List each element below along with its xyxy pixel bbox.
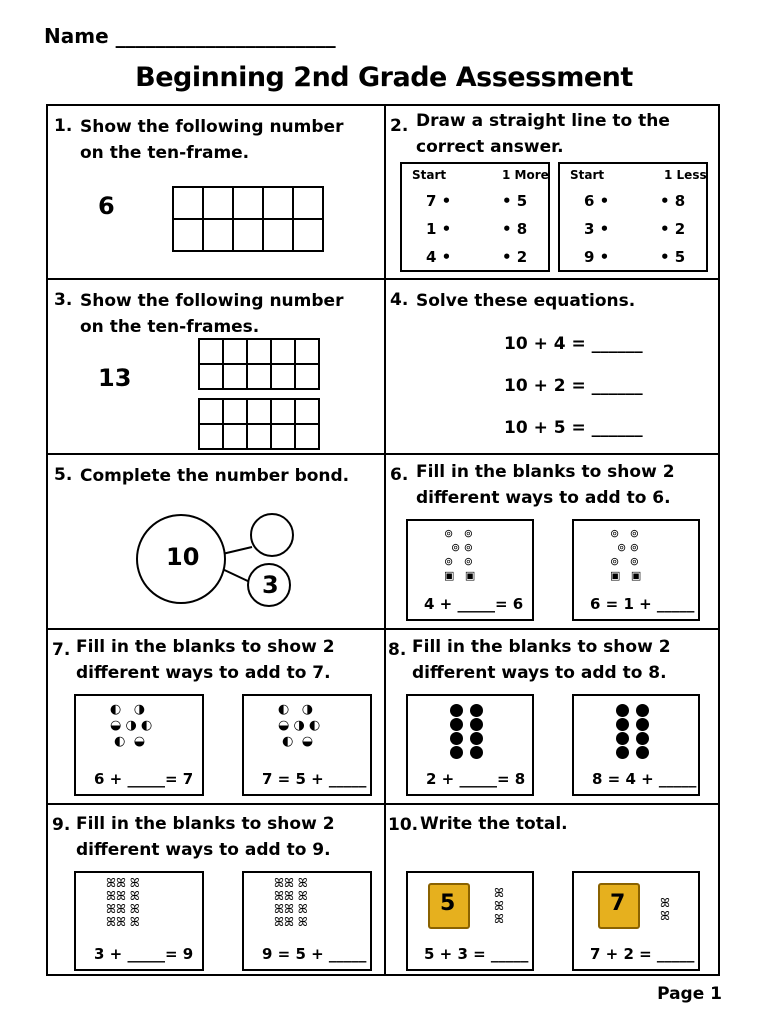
question-number: 1. [54, 116, 73, 136]
bears-icon: ꕤ ꕤ ꕤ [494, 886, 504, 926]
start-value[interactable]: 9 • [584, 248, 610, 266]
equation[interactable]: 10 + 2 = ______ [504, 376, 643, 396]
answer-value[interactable]: • 5 [502, 192, 528, 210]
one-less-table [558, 162, 708, 272]
question-text: Fill in the blanks to show 2 different ways to add to 7. [76, 637, 335, 683]
equation[interactable]: 8 = 4 + _____ [592, 770, 697, 788]
answer-value[interactable]: • 8 [660, 192, 686, 210]
equation[interactable]: 7 = 5 + _____ [262, 770, 367, 788]
question-7 [48, 630, 384, 803]
picture-box [406, 871, 534, 971]
answer-value[interactable]: • 2 [660, 220, 686, 238]
picture-box [406, 519, 534, 621]
answer-value[interactable]: • 2 [502, 248, 528, 266]
picture-box [74, 871, 204, 971]
equation[interactable]: 4 + _____= 6 [424, 595, 524, 613]
start-value[interactable]: 1 • [426, 220, 452, 238]
blank-part-circle [251, 514, 293, 556]
column-header: 1 More [502, 168, 549, 182]
page-title: Beginning 2nd Grade Assessment [135, 62, 633, 93]
picture-box [406, 694, 534, 796]
target-number: 13 [98, 364, 132, 392]
counters-icon: ⊚ ⊚ ⊚ ⊚ ⊚ ⊚ ▣ ▣ [610, 527, 642, 582]
question-10 [386, 805, 720, 976]
ten-frame[interactable] [172, 186, 324, 252]
equation[interactable]: 5 + 3 = _____ [424, 945, 529, 963]
bears-icon: ꕤꕤ ꕤ ꕤꕤ ꕤ ꕤꕤ ꕤ ꕤꕤ ꕤ [106, 876, 140, 929]
equation[interactable]: 6 = 1 + _____ [590, 595, 695, 613]
start-value[interactable]: 4 • [426, 248, 452, 266]
question-number: 6. [390, 465, 409, 485]
question-number: 7. [52, 640, 71, 660]
seeds-icon: ◐ ◑ ◒ ◑ ◐ ◐ ◒ [278, 702, 321, 749]
equation[interactable]: 10 + 4 = ______ [504, 334, 643, 354]
column-header: Start [412, 168, 447, 182]
picture-box [74, 694, 204, 796]
question-text: Fill in the blanks to show 2 different ways to add to 6. [416, 462, 675, 508]
assessment-grid [46, 104, 720, 976]
question-3 [48, 280, 384, 453]
picture-box [572, 519, 700, 621]
question-6 [386, 455, 720, 628]
question-text: Complete the number bond. [80, 466, 350, 486]
equation[interactable]: 9 = 5 + _____ [262, 945, 367, 963]
question-text: Show the following number on the ten-frame. [80, 117, 344, 163]
question-text: Fill in the blanks to show 2 different ways to add to 9. [76, 814, 335, 860]
question-5 [48, 455, 384, 628]
question-number: 2. [390, 116, 409, 136]
question-text: Solve these equations. [416, 291, 636, 311]
page-number: Page 1 [657, 984, 722, 1004]
picture-box [242, 694, 372, 796]
question-number: 3. [54, 290, 73, 310]
start-value[interactable]: 6 • [584, 192, 610, 210]
question-number: 8. [388, 640, 407, 660]
equation[interactable]: 2 + _____= 8 [426, 770, 526, 788]
question-number: 4. [390, 290, 409, 310]
one-more-table [400, 162, 550, 272]
picture-box [572, 871, 700, 971]
ten-frame[interactable] [198, 338, 320, 390]
picture-box [242, 871, 372, 971]
bag-icon [598, 883, 640, 929]
bag-number: 7 [610, 891, 626, 916]
equation[interactable]: 3 + _____= 9 [94, 945, 194, 963]
bag-icon [428, 883, 470, 929]
start-value[interactable]: 3 • [584, 220, 610, 238]
column-header: Start [570, 168, 605, 182]
question-number: 10. [388, 815, 419, 835]
question-text: Draw a straight line to the correct answer. [416, 111, 670, 157]
equation[interactable]: 10 + 5 = ______ [504, 418, 643, 438]
ten-frame[interactable] [198, 398, 320, 450]
bears-icon: ꕤꕤ ꕤ ꕤꕤ ꕤ ꕤꕤ ꕤ ꕤꕤ ꕤ [274, 876, 308, 929]
question-number: 5. [54, 465, 73, 485]
number-bond-diagram [128, 501, 308, 621]
equation[interactable]: 7 + 2 = _____ [590, 945, 695, 963]
answer-value[interactable]: • 8 [502, 220, 528, 238]
bears-icon: ꕤ ꕤ [660, 896, 670, 923]
question-text: Show the following number on the ten-frames. [80, 291, 344, 337]
answer-value[interactable]: • 5 [660, 248, 686, 266]
column-header: 1 Less [664, 168, 707, 182]
start-value[interactable]: 7 • [426, 192, 452, 210]
whole-value: 10 [166, 543, 200, 571]
question-1 [48, 106, 384, 278]
question-2 [386, 106, 720, 278]
part-value: 3 [262, 571, 279, 599]
seeds-icon: ◐ ◑ ◒ ◑ ◐ ◐ ◒ [110, 702, 153, 749]
question-4 [386, 280, 720, 453]
target-number: 6 [98, 192, 115, 220]
picture-box [572, 694, 700, 796]
name-field-label[interactable]: Name ______________________ [44, 24, 336, 48]
equation[interactable]: 6 + _____= 7 [94, 770, 194, 788]
question-number: 9. [52, 815, 71, 835]
question-text: Write the total. [420, 814, 568, 834]
question-9 [48, 805, 384, 976]
counters-icon: ⊚ ⊚ ⊚ ⊚ ⊚ ⊚ ▣ ▣ [444, 527, 476, 582]
question-text: Fill in the blanks to show 2 different ways to add to 8. [412, 637, 671, 683]
question-8 [386, 630, 720, 803]
bag-number: 5 [440, 891, 456, 916]
